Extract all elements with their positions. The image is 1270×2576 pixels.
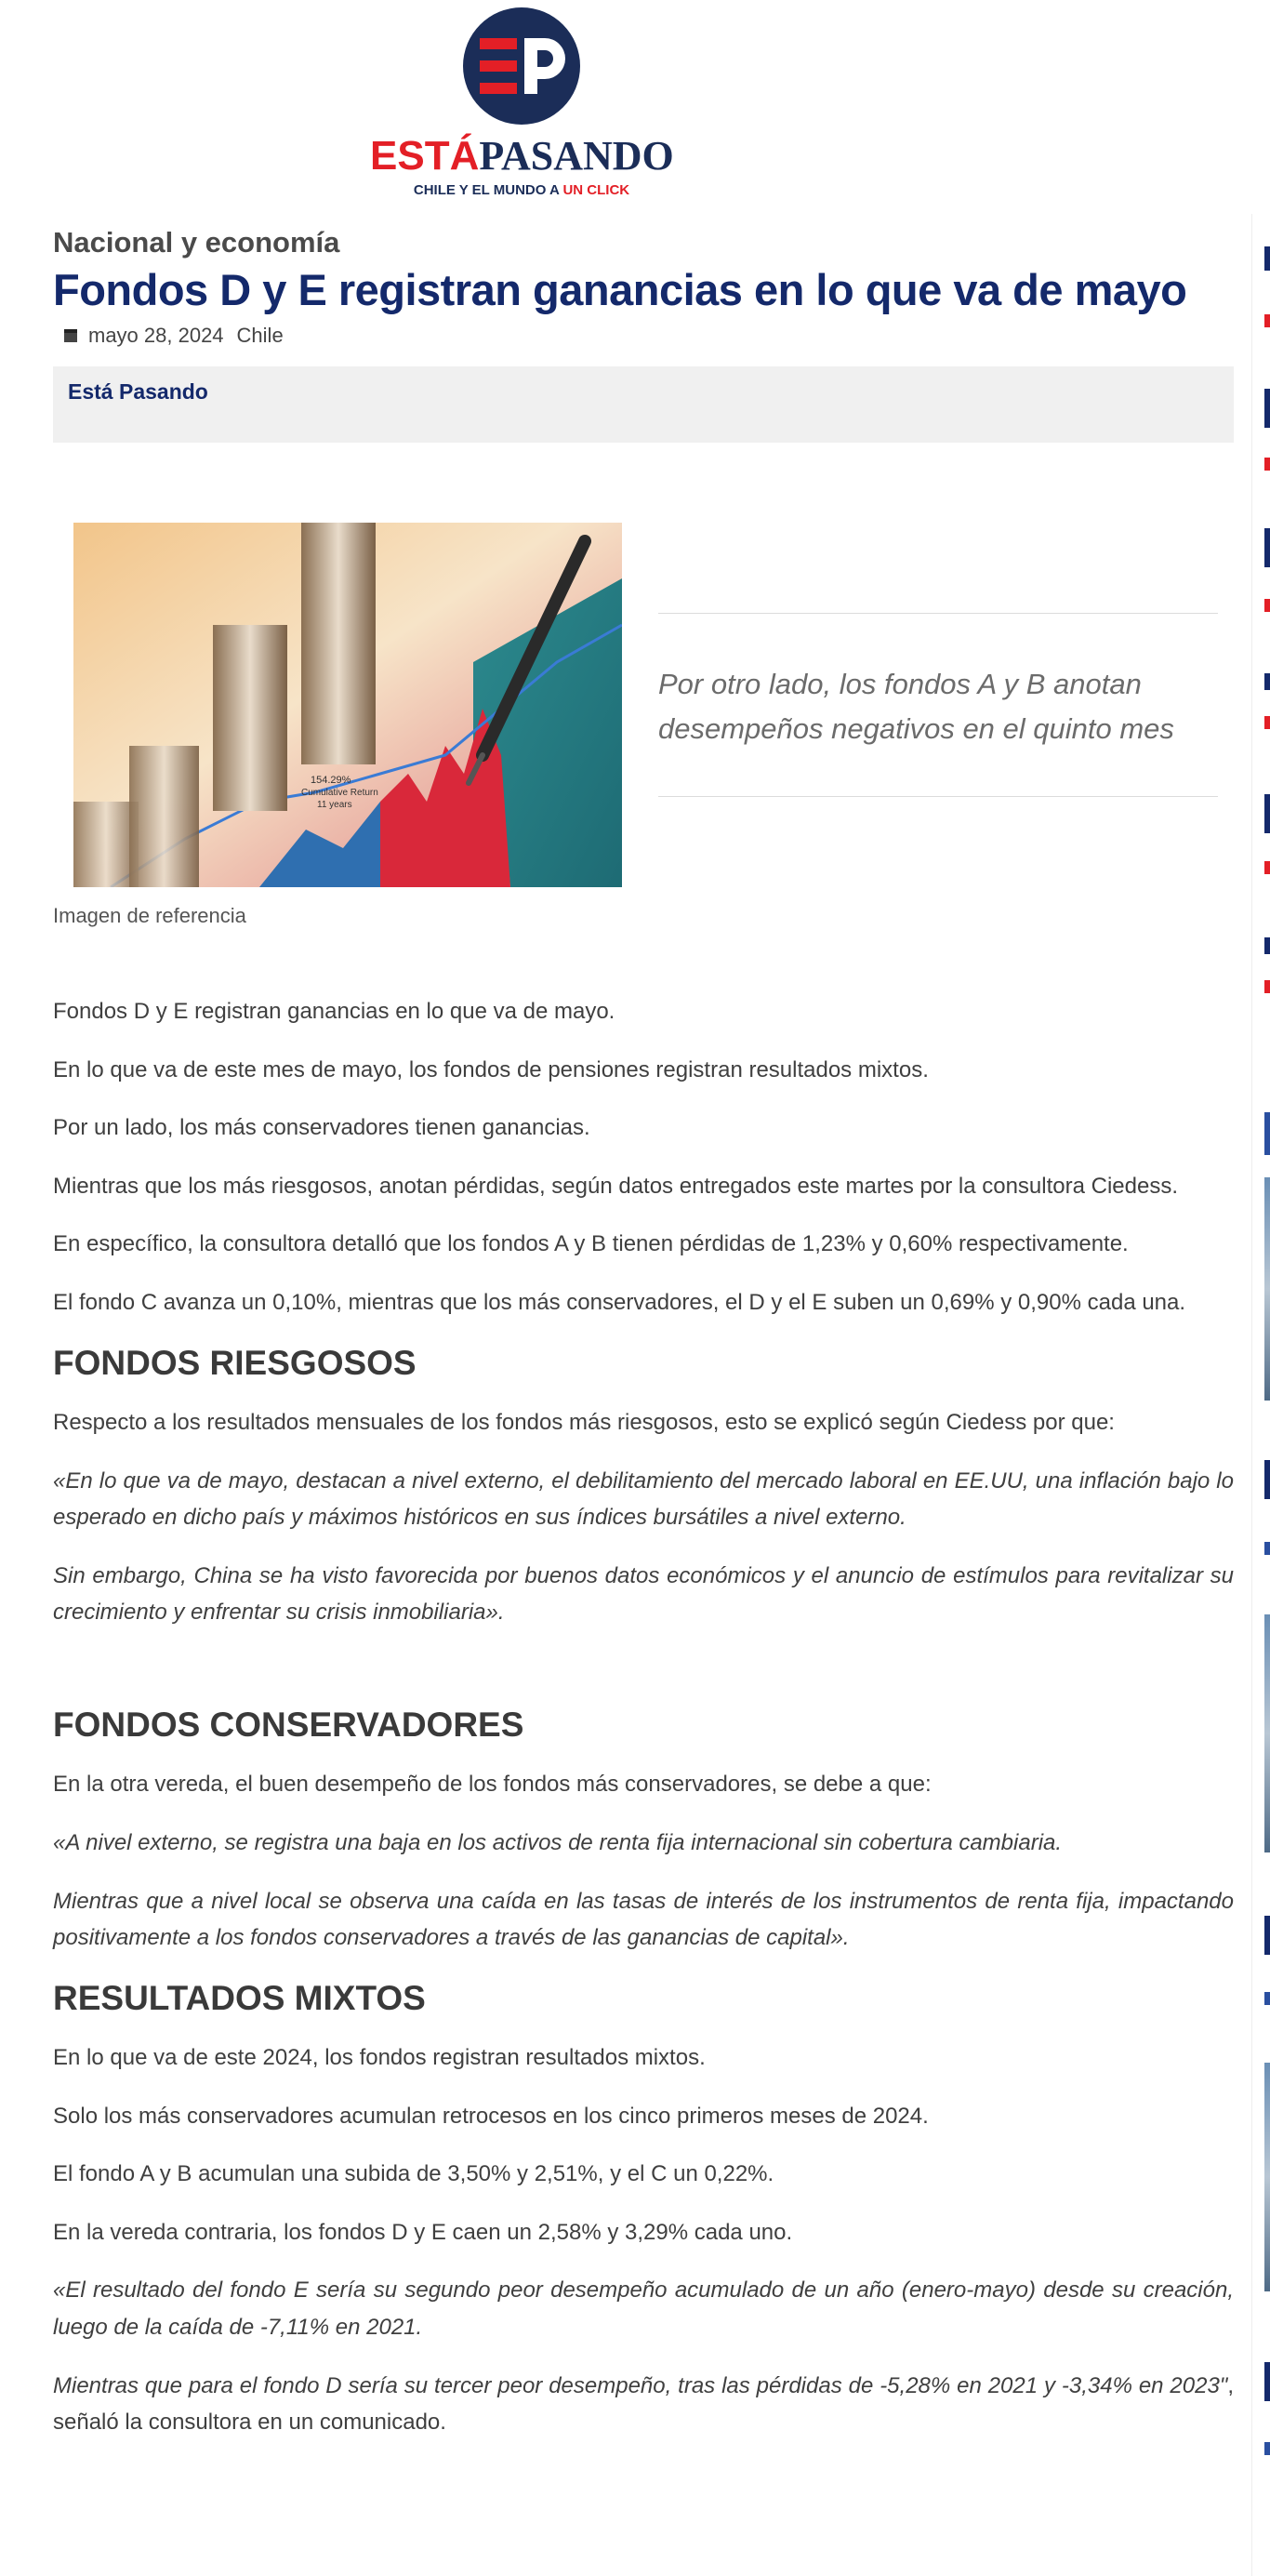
paragraph: Fondos D y E registran ganancias en lo que va de mayo. bbox=[53, 999, 615, 1024]
paragraph: En lo que va de este 2024, los fondos registran resultados mixtos. bbox=[53, 2045, 706, 2071]
paragraph: En lo que va de este mes de mayo, los fondos de pensiones registran resultados mixtos. bbox=[53, 1056, 929, 1082]
quote-paragraph: «En lo que va de mayo, destacan a nivel externo, el debilitamiento del mercado laboral en EE.UU, una inflación bajo lo esperado en dicho país y máximos históricos en sus índices bursátiles a nivel externo. bbox=[53, 1467, 1234, 1531]
sidebar-date bbox=[1264, 716, 1270, 729]
sidebar-meta bbox=[1264, 1992, 1270, 2005]
closing-quote: Mientras que para el fondo D sería su tercer peor desempeño, tras las pérdidas de -5,28% en 2021 y -3,34% en 2023" bbox=[53, 2372, 1228, 2398]
section-heading-conservadores: FONDOS CONSERVADORES bbox=[53, 1705, 524, 1744]
logo-tagline: CHILE Y EL MUNDO A UN CLICK bbox=[413, 182, 630, 198]
sidebar-link[interactable] bbox=[1264, 2362, 1270, 2401]
quote-paragraph: Sin embargo, China se ha visto favorecida por buenos datos económicos y el anuncio de estímulos para revitalizar su crecimiento y enfrentar su crisis inmobiliaria». bbox=[53, 1562, 1234, 1626]
chart-overlay-years: 11 years bbox=[317, 800, 352, 810]
paragraph: Por un lado, los más conservadores tienen ganancias. bbox=[53, 1115, 590, 1141]
coins-chart-image bbox=[73, 523, 622, 887]
sidebar-meta bbox=[1264, 1542, 1270, 1555]
article-body bbox=[53, 993, 1234, 2463]
logo-emblem-icon bbox=[370, 7, 673, 138]
hero-image bbox=[73, 523, 622, 887]
sidebar-thumbnail[interactable] bbox=[1264, 1614, 1270, 1852]
paragraph: Respecto a los resultados mensuales de los fondos más riesgosos, esto se explicó según Ciedess por que: bbox=[53, 1409, 1115, 1435]
paragraph: Solo los más conservadores acumulan retrocesos en los cinco primeros meses de 2024. bbox=[53, 2103, 929, 2129]
category-label[interactable]: Nacional y economía bbox=[53, 226, 340, 259]
paragraph: En la otra vereda, el buen desempeño de los fondos más conservadores, se debe a que: bbox=[53, 1772, 932, 1798]
sidebar-link[interactable] bbox=[1264, 246, 1270, 271]
sidebar-link[interactable] bbox=[1264, 528, 1270, 567]
sidebar-date bbox=[1264, 980, 1270, 993]
quote-paragraph: «A nivel externo, se registra una baja en los activos de renta fija internacional sin cobertura cambiaria. bbox=[53, 1829, 1063, 1855]
sidebar-date bbox=[1264, 861, 1270, 874]
paragraph: El fondo C avanza un 0,10%, mientras que los más conservadores, el D y el E suben un 0,69% y 0,90% cada una. bbox=[53, 1289, 1186, 1315]
article-title: Fondos D y E registran ganancias en lo que va de mayo bbox=[53, 265, 1187, 315]
pullquote-text: Por otro lado, los fondos A y B anotan desempeños negativos en el quinto mes bbox=[658, 668, 1174, 746]
country-tag[interactable]: Chile bbox=[236, 323, 284, 347]
calendar-icon bbox=[64, 329, 77, 342]
sidebar-thumbnail[interactable] bbox=[1264, 2063, 1270, 2291]
spacer bbox=[53, 1653, 1234, 1699]
sidebar-date bbox=[1264, 314, 1270, 327]
sidebar-date bbox=[1264, 599, 1270, 612]
publish-date[interactable]: mayo 28, 2024 bbox=[88, 323, 224, 347]
closing-attribution: , señaló la consultora en un comunicado. bbox=[53, 2372, 1234, 2436]
closing-paragraph bbox=[53, 2368, 1234, 2441]
site-logo[interactable] bbox=[370, 7, 673, 203]
quote-paragraph: «El resultado del fondo E sería su segundo peor desempeño acumulado de un año (enero-mayo) desde su creación, luego de la caída de -7,11% en 2021. bbox=[53, 2277, 1234, 2341]
section-heading-riesgosos: FONDOS RIESGOSOS bbox=[53, 1343, 417, 1382]
image-caption: Imagen de referencia bbox=[53, 904, 246, 927]
paragraph: El fondo A y B acumulan una subida de 3,50% y 2,51%, y el C un 0,22%. bbox=[53, 2161, 774, 2187]
sidebar-date bbox=[1264, 458, 1270, 471]
sidebar-link[interactable] bbox=[1264, 937, 1270, 954]
sidebar-clipped bbox=[1251, 214, 1270, 2576]
sidebar-heading bbox=[1264, 1112, 1270, 1155]
author-name[interactable]: Está Pasando bbox=[68, 378, 208, 404]
sidebar-link[interactable] bbox=[1264, 794, 1270, 833]
paragraph: En específico, la consultora detalló que los fondos A y B tienen pérdidas de 1,23% y 0,60% respectivamente. bbox=[53, 1231, 1129, 1257]
sidebar-link[interactable] bbox=[1264, 673, 1270, 690]
article-meta bbox=[53, 324, 1234, 348]
sidebar-link[interactable] bbox=[1264, 1916, 1270, 1955]
sidebar-thumbnail[interactable] bbox=[1264, 1177, 1270, 1401]
section-heading-mixtos: RESULTADOS MIXTOS bbox=[53, 1978, 426, 2017]
chart-overlay-value: 154.29% bbox=[311, 775, 351, 786]
logo-wordmark: ESTÁPASANDO bbox=[370, 133, 674, 179]
author-box bbox=[53, 366, 1234, 443]
sidebar-link[interactable] bbox=[1264, 389, 1270, 428]
sidebar-meta bbox=[1264, 2442, 1270, 2455]
article-header bbox=[53, 225, 1234, 443]
quote-paragraph: Mientras que a nivel local se observa una caída en las tasas de interés de los instrumentos de renta fija, impactando positivamente a los fondos conservadores a través de las ganancias de capital». bbox=[53, 1888, 1234, 1951]
paragraph: En la vereda contraria, los fondos D y E caen un 2,58% y 3,29% cada uno. bbox=[53, 2219, 793, 2245]
chart-overlay-label: Cumulative Return bbox=[301, 788, 378, 798]
paragraph: Mientras que los más riesgosos, anotan pérdidas, según datos entregados este martes por la consultora Ciedess. bbox=[53, 1173, 1179, 1199]
sidebar-link[interactable] bbox=[1264, 1460, 1270, 1499]
pullquote bbox=[658, 613, 1218, 797]
